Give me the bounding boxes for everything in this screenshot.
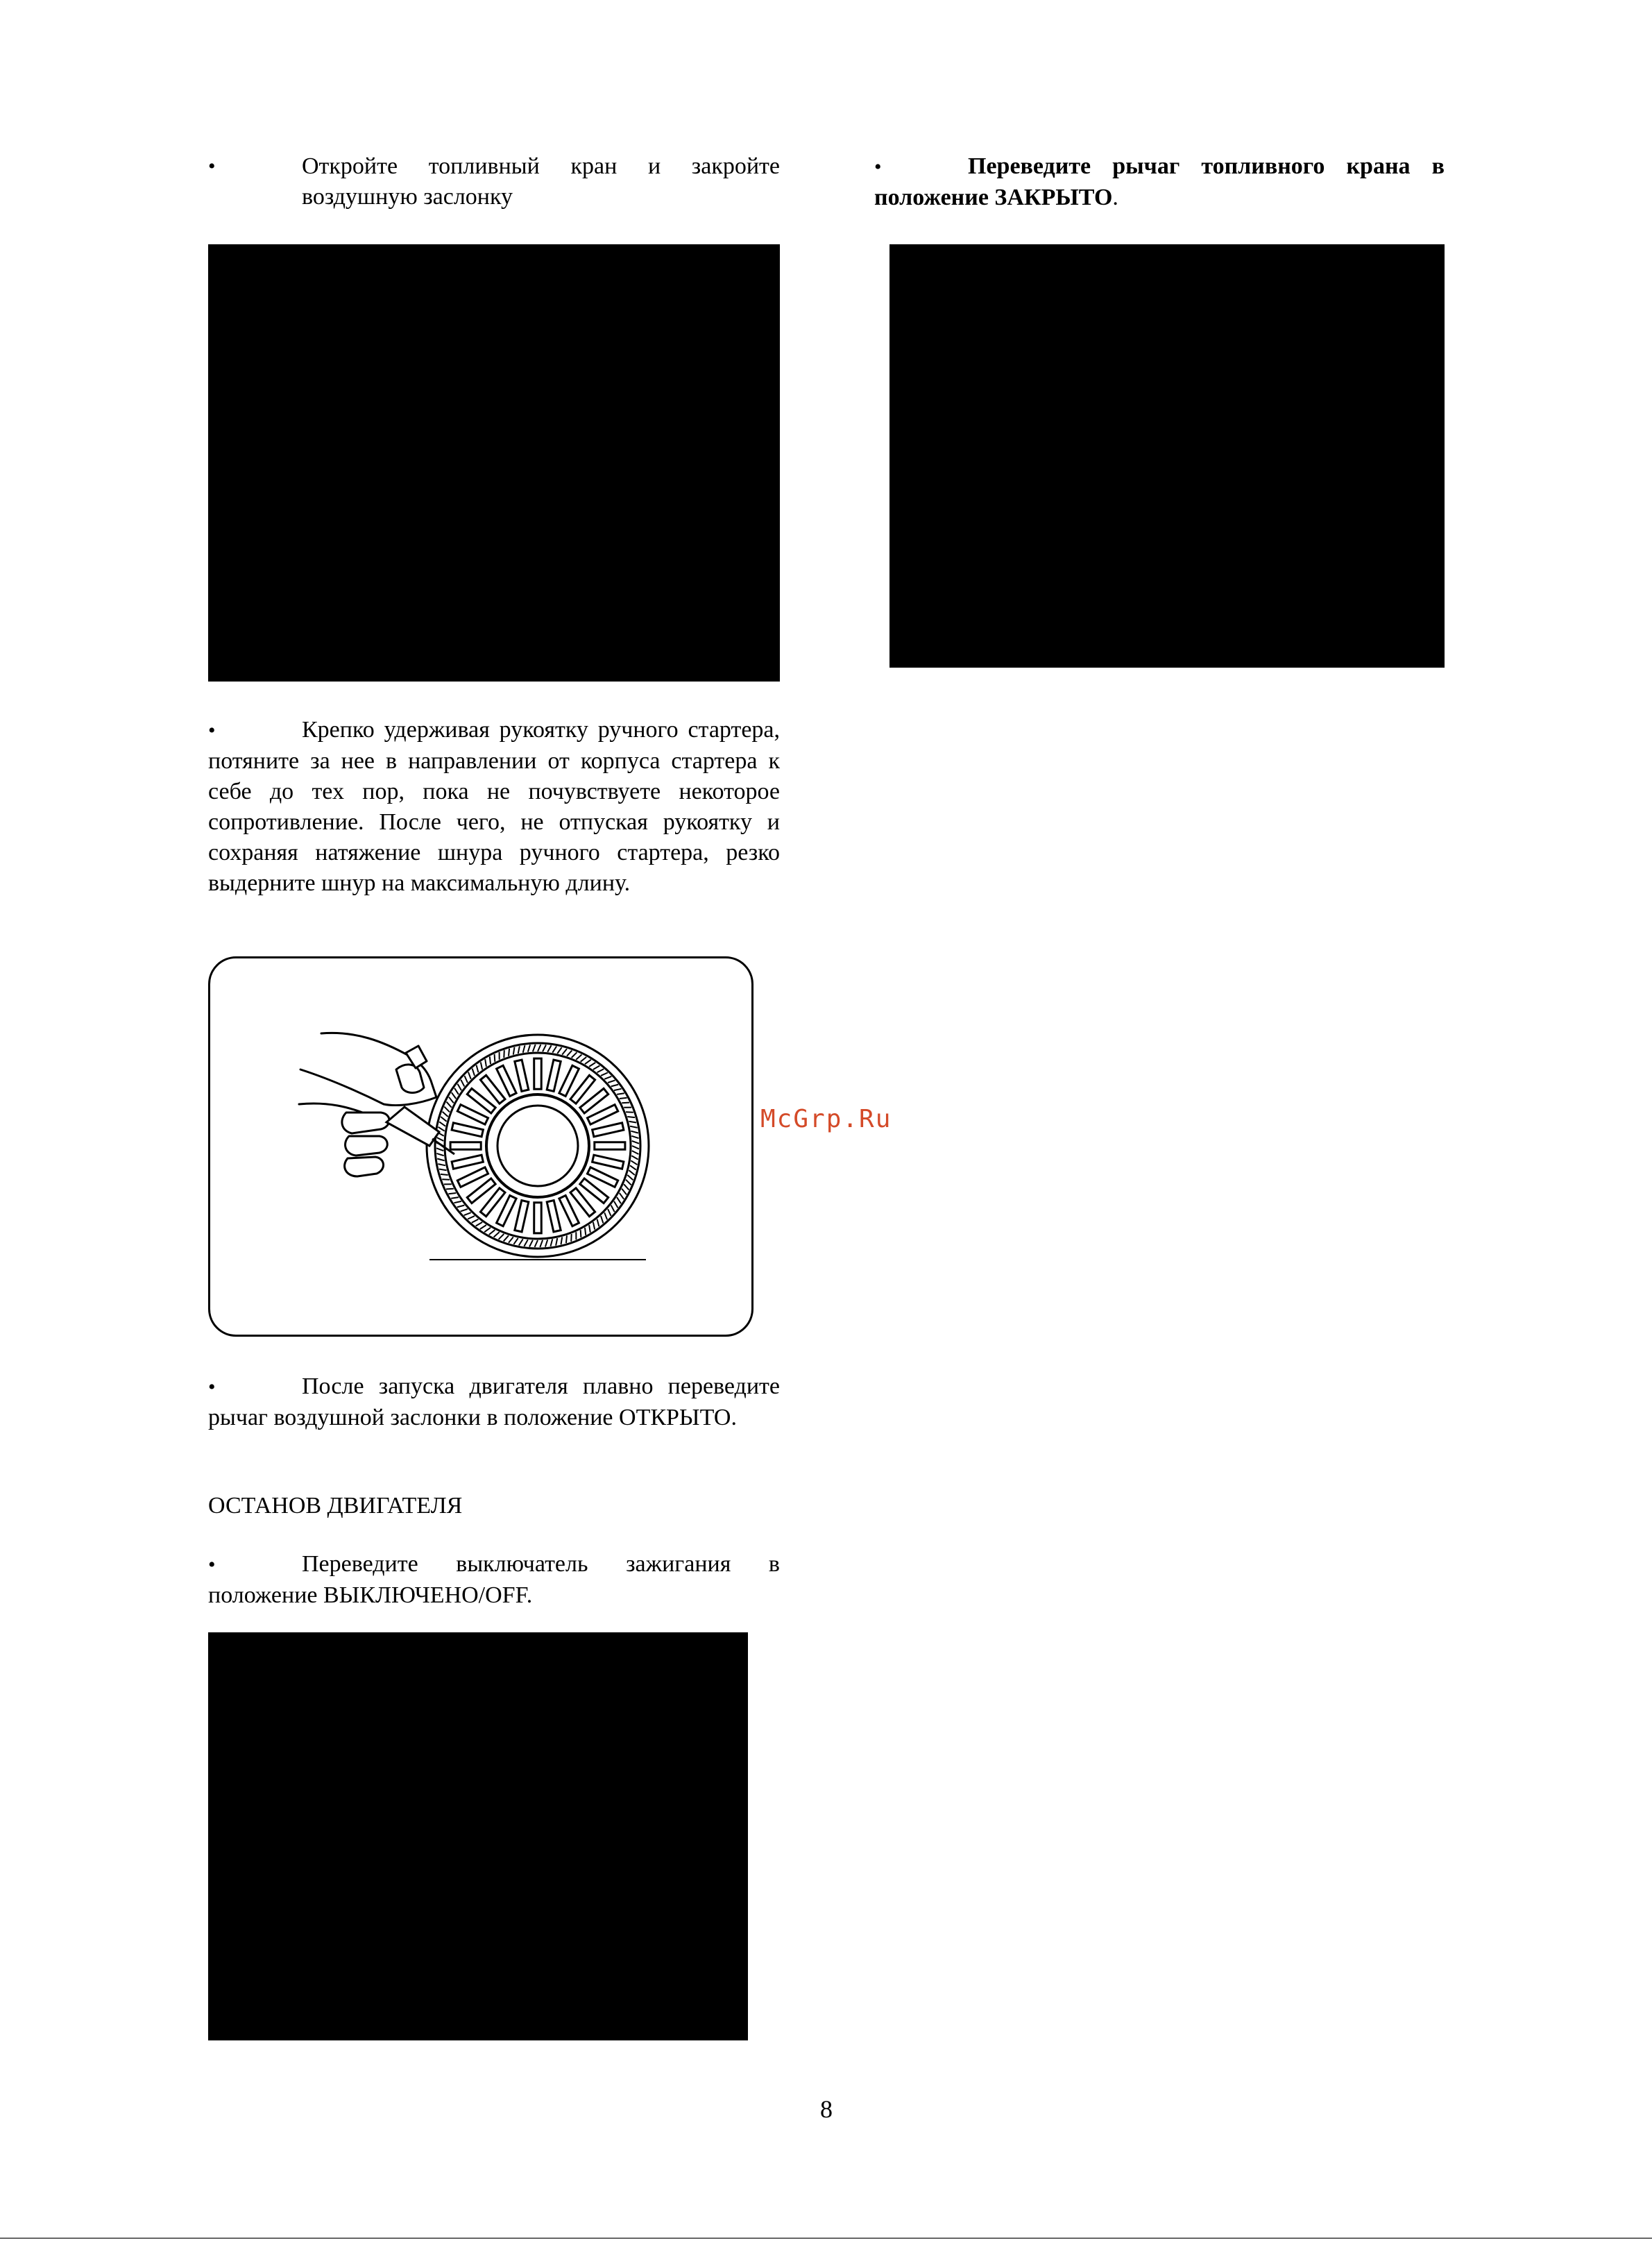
housing-rib: [458, 1084, 462, 1090]
vent-slot: [547, 1201, 561, 1232]
starter-figure-frame: [208, 956, 753, 1337]
housing-rib: [601, 1073, 608, 1076]
bullet-marker: •: [874, 155, 882, 178]
housing-rib: [572, 1052, 577, 1058]
housing-rib: [454, 1201, 461, 1203]
housing-rib: [449, 1097, 454, 1103]
housing-rib: [604, 1076, 611, 1079]
housing-rib: [490, 1056, 491, 1064]
housing-rib: [617, 1197, 621, 1203]
housing-rib: [626, 1112, 633, 1113]
housing-rib: [543, 1045, 546, 1052]
housing-rib: [538, 1045, 540, 1051]
housing-rib: [504, 1235, 509, 1241]
housing-rib: [439, 1122, 445, 1126]
housing-rib: [465, 1076, 468, 1083]
housing-rib: [589, 1225, 590, 1233]
housing-rib: [524, 1240, 527, 1246]
housing-rib: [567, 1051, 572, 1056]
housing-rib: [519, 1239, 523, 1245]
housing-rib: [439, 1169, 447, 1171]
instruction-text: После запуска двигателя плавно переведите рычаг воздушной заслонки в положение ОТКРЫТО.: [208, 1373, 780, 1430]
housing-rib: [581, 1057, 587, 1062]
housing-rib: [437, 1159, 445, 1161]
housing-rib: [626, 1180, 631, 1185]
vent-slot: [515, 1060, 529, 1091]
housing-rib: [529, 1240, 533, 1247]
instruction-line: Откройте топливный кран и закройте: [302, 153, 780, 179]
housing-rib: [608, 1209, 611, 1216]
housing-rib: [438, 1127, 445, 1131]
housing-rib: [481, 1062, 482, 1069]
housing-rib: [451, 1197, 459, 1199]
page-number: 8: [820, 2095, 833, 2123]
housing-rib: [454, 1088, 459, 1094]
instruction-close-fuel-valve: [874, 151, 1445, 213]
instruction-open-fuel-valve: [208, 151, 780, 212]
housing-rib: [611, 1085, 619, 1087]
housing-rib: [443, 1112, 448, 1117]
housing-rib: [444, 1107, 450, 1113]
bullet-marker: •: [208, 155, 216, 178]
housing-rib: [448, 1193, 456, 1194]
vent-slot: [452, 1155, 483, 1169]
housing-rib: [614, 1089, 622, 1090]
housing-rib: [489, 1230, 495, 1235]
housing-rib: [551, 1239, 553, 1246]
housing-rib: [620, 1098, 627, 1099]
instruction-bold-text: Переведите рычаг топливного крана в положение ЗАКРЫТО: [874, 153, 1445, 210]
housing-rib: [631, 1131, 638, 1133]
housing-rib: [585, 1228, 586, 1235]
housing-rib: [585, 1060, 591, 1064]
housing-rib: [547, 1045, 551, 1051]
housing-rib: [499, 1234, 504, 1240]
housing-rib: [528, 1045, 530, 1051]
housing-rib: [593, 1222, 595, 1230]
housing-rib: [523, 1045, 525, 1053]
housing-rib: [457, 1206, 465, 1208]
photo-fuel-valve-choke: [208, 244, 780, 682]
housing-rib: [441, 1117, 446, 1122]
housing-rib: [593, 1066, 599, 1070]
housing-rib: [631, 1136, 638, 1138]
housing-rib: [566, 1235, 567, 1243]
housing-rib: [624, 1184, 629, 1190]
housing-rib: [509, 1237, 513, 1242]
housing-rib: [436, 1153, 443, 1156]
vent-slot: [450, 1142, 481, 1150]
housing-rib: [436, 1148, 443, 1151]
housing-rib: [535, 1240, 538, 1247]
housing-rib: [452, 1092, 456, 1099]
vent-slot: [515, 1201, 529, 1232]
bullet-marker: •: [208, 719, 216, 742]
housing-rib: [472, 1219, 479, 1223]
housing-rib: [442, 1179, 450, 1180]
vent-slot: [547, 1060, 561, 1091]
housing-rib: [556, 1238, 557, 1246]
housing-rib: [437, 1138, 444, 1141]
housing-rib: [631, 1160, 637, 1165]
housing-rib: [461, 1209, 468, 1211]
housing-rib: [617, 1093, 624, 1094]
vent-slot: [534, 1058, 542, 1089]
photo-ignition-switch: [208, 1632, 748, 2040]
housing-rib: [472, 1069, 475, 1076]
housing-rib: [540, 1240, 543, 1247]
housing-rib: [631, 1156, 638, 1159]
housing-rib: [571, 1234, 572, 1242]
photo-fuel-valve-closed: [889, 244, 1445, 668]
vent-slot: [593, 1155, 624, 1169]
housing-rib: [562, 1049, 567, 1054]
housing-rib: [608, 1081, 615, 1083]
housing-rib: [446, 1189, 454, 1190]
housing-rib: [604, 1212, 607, 1219]
housing-rib: [438, 1164, 445, 1165]
housing-rib: [484, 1228, 491, 1232]
instruction-line: воздушную заслонку: [302, 184, 513, 210]
instruction-text: Переведите выключатель зажигания в положение ВЫКЛЮЧЕНО/OFF.: [208, 1551, 780, 1608]
housing-rib: [576, 1055, 581, 1060]
watermark: McGrp.Ru: [760, 1105, 892, 1133]
housing-rib: [611, 1206, 615, 1212]
starter-pull-hand-icon: [210, 958, 751, 1335]
bullet-marker: •: [208, 1376, 216, 1398]
instruction-open-choke: [208, 1371, 780, 1433]
housing-rib: [597, 1219, 599, 1227]
housing-rib: [441, 1174, 448, 1175]
housing-rib: [485, 1059, 486, 1067]
housing-rib: [552, 1047, 556, 1053]
housing-rib: [533, 1045, 536, 1051]
bullet-marker: •: [208, 1553, 216, 1576]
housing-rib: [627, 1175, 633, 1180]
vent-slot: [534, 1203, 542, 1233]
housing-rib: [447, 1102, 452, 1108]
housing-rib: [632, 1141, 639, 1144]
housing-rib: [629, 1170, 634, 1175]
housing-rib: [518, 1046, 520, 1054]
housing-rib: [464, 1212, 471, 1215]
housing-rib: [630, 1165, 636, 1169]
housing-rib: [620, 1193, 624, 1199]
housing-rib: [622, 1189, 627, 1195]
instruction-pull-starter: [208, 715, 780, 899]
vent-slot: [452, 1123, 483, 1137]
housing-rib: [614, 1201, 618, 1208]
housing-rib: [477, 1065, 479, 1073]
instruction-tail: .: [1112, 185, 1118, 210]
housing-rib: [513, 1238, 518, 1244]
housing-rib: [468, 1216, 475, 1219]
vent-slot: [595, 1142, 625, 1150]
housing-rib: [589, 1063, 595, 1067]
section-heading: ОСТАНОВ ДВИГАТЕЛЯ: [208, 1493, 463, 1519]
housing-rib: [494, 1232, 500, 1237]
housing-rib: [545, 1240, 547, 1246]
housing-rib: [601, 1216, 603, 1223]
vent-slot: [593, 1123, 624, 1137]
housing-rib: [561, 1237, 563, 1244]
housing-rib: [597, 1069, 604, 1072]
instruction-ignition-off: [208, 1549, 780, 1611]
instruction-text: Крепко удерживая рукоятку ручного стартера, потяните за нее в направлении от корпуса стартера к себе до тех пор, пока не почувствуете некоторое сопротивление. После чего, не отпуская рукоятку и сохраняя натяжение шнура ручного стартера, резко выдерните шнур на максимальную длину.: [208, 717, 780, 896]
page-bottom-rule: [0, 2238, 1652, 2239]
housing-rib: [476, 1222, 482, 1226]
housing-rib: [632, 1146, 639, 1149]
housing-rib: [461, 1080, 464, 1087]
housing-rib: [629, 1122, 636, 1123]
housing-rib: [557, 1047, 561, 1054]
housing-rib: [632, 1151, 639, 1154]
housing-rib: [468, 1072, 471, 1079]
housing-rib: [480, 1225, 486, 1229]
housing-rib: [630, 1126, 638, 1128]
housing-rib: [513, 1047, 515, 1055]
